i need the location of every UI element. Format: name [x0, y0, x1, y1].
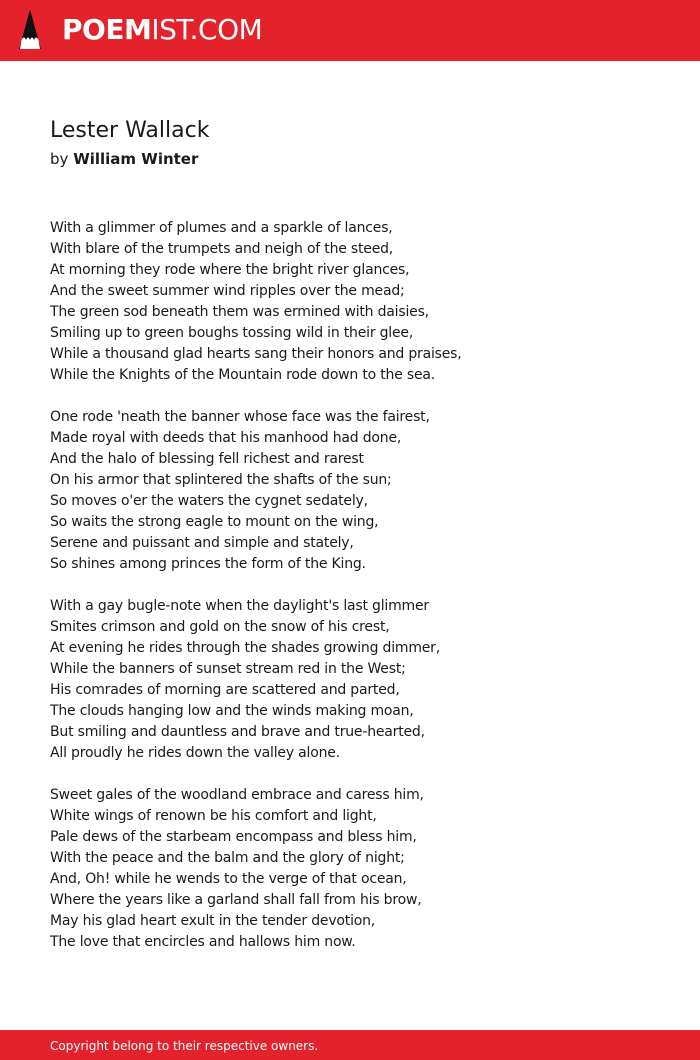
- poem-line: And the sweet summer wind ripples over the mead;: [50, 283, 405, 299]
- logo-light-text: IST.COM: [151, 13, 263, 46]
- poem-line: Made royal with deeds that his manhood had done,: [50, 430, 402, 446]
- poem-line: Smiling up to green boughs tossing wild in their glee,: [50, 325, 414, 341]
- poem-title: Lester Wallack: [50, 118, 210, 143]
- poem-line: His comrades of morning are scattered and parted,: [50, 682, 400, 698]
- site-footer: [0, 1030, 700, 1060]
- poem-line: One rode 'neath the banner whose face was the fairest,: [50, 409, 430, 425]
- poem-stanza: [50, 218, 670, 386]
- poem-line: The love that encircles and hallows him now.: [50, 934, 356, 950]
- poem-line: With a glimmer of plumes and a sparkle of lances,: [50, 220, 393, 236]
- poem-line: While the Knights of the Mountain rode down to the sea.: [50, 367, 436, 383]
- poem-line: Smites crimson and gold on the snow of his crest,: [50, 619, 390, 635]
- poem-line: With the peace and the balm and the glory of night;: [50, 850, 405, 866]
- poem-line: Sweet gales of the woodland embrace and caress him,: [50, 787, 424, 803]
- poem-line: And the halo of blessing fell richest and rarest: [50, 451, 364, 467]
- poem-author: William Winter: [73, 150, 199, 168]
- poem-line: While the banners of sunset stream red in the West;: [50, 661, 406, 677]
- logo-bold-text: POEM: [62, 13, 152, 46]
- poem-line: So waits the strong eagle to mount on the wing,: [50, 514, 379, 530]
- poem-line: With blare of the trumpets and neigh of the steed,: [50, 241, 394, 257]
- poem-line: And, Oh! while he wends to the verge of that ocean,: [50, 871, 407, 887]
- poem-stanza: [50, 785, 670, 953]
- poem-line: At evening he rides through the shades growing dimmer,: [50, 640, 440, 656]
- site-logo[interactable]: [62, 12, 262, 48]
- poem-stanza: [50, 596, 670, 764]
- poem-line: Where the years like a garland shall fall from his brow,: [50, 892, 422, 908]
- poem-stanza: [50, 407, 670, 575]
- poem-line: With a gay bugle-note when the daylight's last glimmer: [50, 598, 429, 614]
- poem-line: All proudly he rides down the valley alone.: [50, 745, 340, 761]
- poem-line: The clouds hanging low and the winds making moan,: [50, 703, 414, 719]
- poem-line: While a thousand glad hearts sang their honors and praises,: [50, 346, 462, 362]
- poem-body: [50, 218, 670, 974]
- poem-line: At morning they rode where the bright river glances,: [50, 262, 410, 278]
- poem-line: The green sod beneath them was ermined with daisies,: [50, 304, 429, 320]
- pencil-tip-icon: [18, 9, 42, 51]
- poem-line: Pale dews of the starbeam encompass and bless him,: [50, 829, 417, 845]
- site-header: [0, 0, 700, 61]
- poem-byline: [50, 149, 198, 169]
- poem-line: So shines among princes the form of the King.: [50, 556, 366, 572]
- by-label: by: [50, 150, 69, 168]
- poem-line: May his glad heart exult in the tender devotion,: [50, 913, 376, 929]
- copyright-notice: Copyright belong to their respective owners.: [50, 1039, 319, 1053]
- poem-line: Serene and puissant and simple and stately,: [50, 535, 354, 551]
- poem-line: But smiling and dauntless and brave and true-hearted,: [50, 724, 425, 740]
- poem-line: So moves o'er the waters the cygnet sedately,: [50, 493, 368, 509]
- poem-line: On his armor that splintered the shafts of the sun;: [50, 472, 392, 488]
- poem-line: White wings of renown be his comfort and light,: [50, 808, 377, 824]
